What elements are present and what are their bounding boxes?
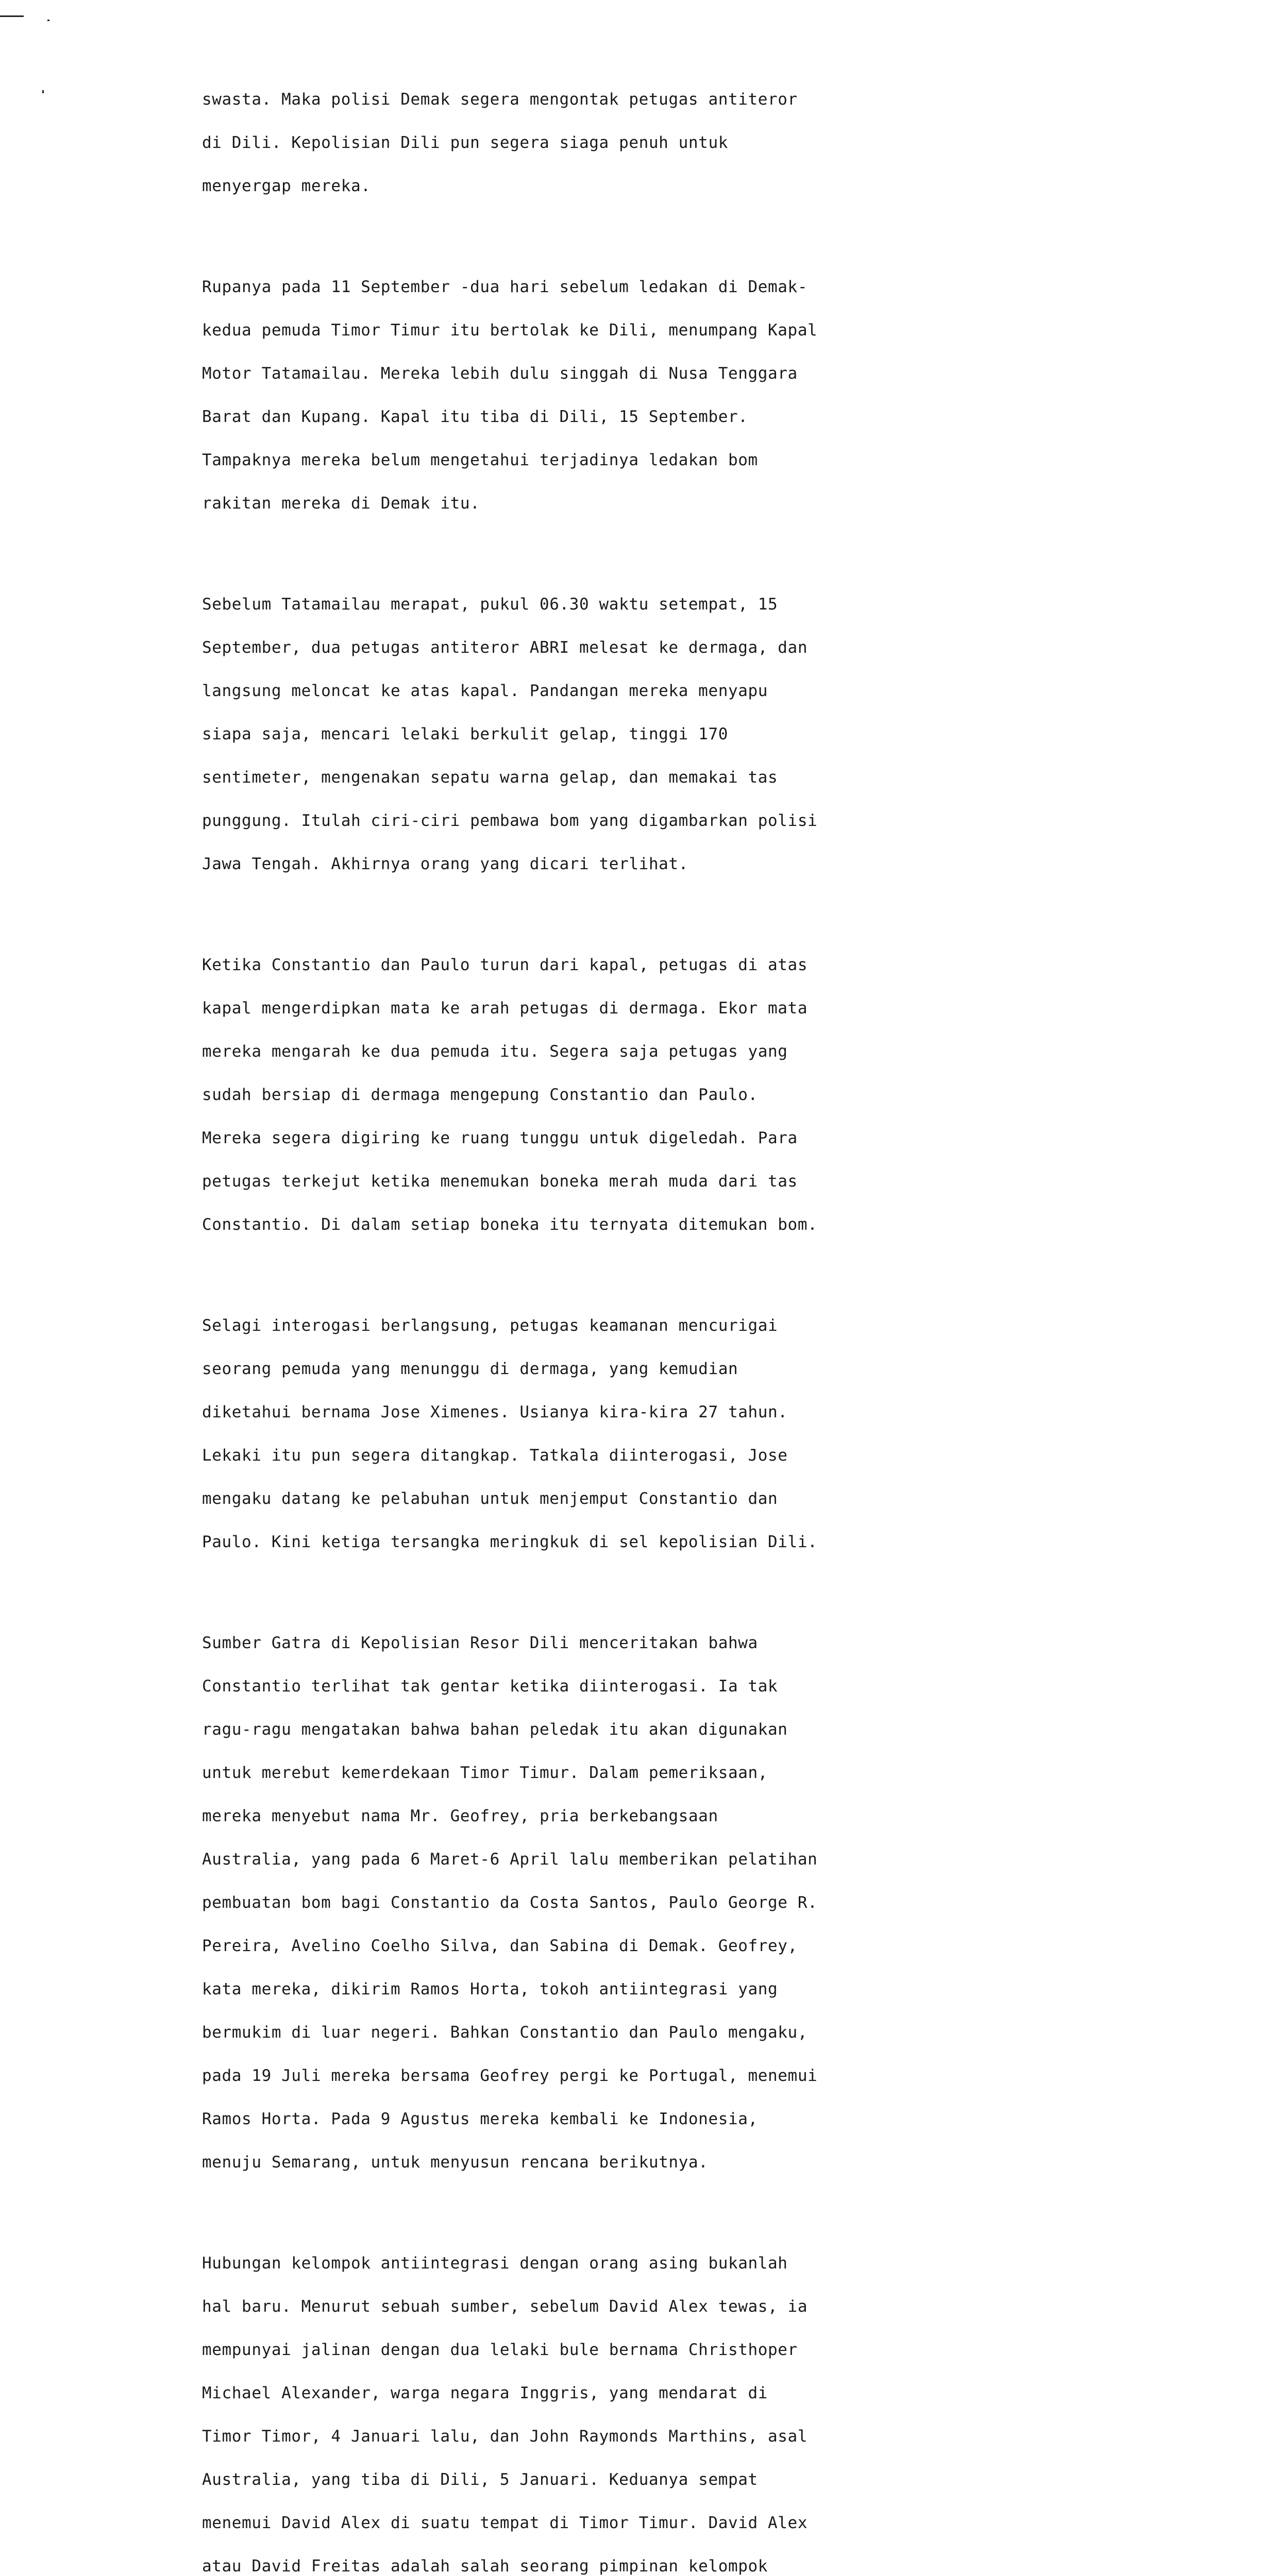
text-line: mempunyai jalinan dengan dua lelaki bule bernama Christhoper — [202, 2341, 798, 2359]
text-line: mengaku datang ke pelabuhan untuk menjemput Constantio dan — [202, 1489, 778, 1508]
text-line: seorang pemuda yang menunggu di dermaga, yang kemudian — [202, 1360, 738, 1378]
text-line: Tampaknya mereka belum mengetahui terjadinya ledakan bom — [202, 451, 758, 469]
text-line: pembuatan bom bagi Constantio da Costa Santos, Paulo George R. — [202, 1893, 818, 1912]
text-line: menuju Semarang, untuk menyusun rencana berikutnya. — [202, 2153, 709, 2172]
text-line: sudah bersiap di dermaga mengepung Constantio dan Paulo. — [202, 1086, 758, 1104]
paragraph — [202, 2231, 975, 2576]
paragraph — [202, 933, 975, 1257]
text-line: Sumber Gatra di Kepolisian Resor Dili menceritakan bahwa — [202, 1634, 758, 1652]
text-line: Australia, yang tiba di Dili, 5 Januari. Keduanya sempat — [202, 2470, 758, 2489]
text-line: siapa saja, mencari lelaki berkulit gelap, tinggi 170 — [202, 725, 728, 743]
text-line: Ketika Constantio dan Paulo turun dari kapal, petugas di atas — [202, 956, 808, 974]
text-line: untuk merebut kemerdekaan Timor Timur. Dalam pemeriksaan, — [202, 1764, 768, 1782]
paragraph — [202, 1611, 975, 2195]
text-line: diketahui bernama Jose Ximenes. Usianya kira-kira 27 tahun. — [202, 1403, 788, 1421]
scan-artifact-dot — [42, 90, 44, 93]
text-line: bermukim di luar negeri. Bahkan Constantio dan Paulo mengaku, — [202, 2023, 808, 2042]
text-line: langsung meloncat ke atas kapal. Pandangan mereka menyapu — [202, 682, 768, 700]
text-line: Mereka segera digiring ke ruang tunggu untuk digeledah. Para — [202, 1129, 798, 1147]
text-line: di Dili. Kepolisian Dili pun segera siaga penuh untuk — [202, 133, 728, 152]
text-line: kedua pemuda Timor Timur itu bertolak ke Dili, menumpang Kapal — [202, 321, 818, 340]
text-line: Motor Tatamailau. Mereka lebih dulu singgah di Nusa Tenggara — [202, 364, 798, 383]
text-line: Ramos Horta. Pada 9 Agustus mereka kembali ke Indonesia, — [202, 2110, 758, 2128]
text-line: pada 19 Juli mereka bersama Geofrey pergi ke Portugal, menemui — [202, 2066, 818, 2085]
text-line: Constantio. Di dalam setiap boneka itu ternyata ditemukan bom. — [202, 1215, 818, 1234]
text-line: Constantio terlihat tak gentar ketika diinterogasi. Ia tak — [202, 1677, 778, 1696]
text-line: Jawa Tengah. Akhirnya orang yang dicari terlihat. — [202, 855, 688, 873]
text-line: Sebelum Tatamailau merapat, pukul 06.30 waktu setempat, 15 — [202, 595, 778, 614]
text-line: mereka menyebut nama Mr. Geofrey, pria berkebangsaan — [202, 1807, 718, 1825]
text-line: swasta. Maka polisi Demak segera mengontak petugas antiteror — [202, 90, 798, 109]
paragraph — [202, 572, 975, 896]
text-line: Pereira, Avelino Coelho Silva, dan Sabina di Demak. Geofrey, — [202, 1937, 798, 1955]
text-line: Paulo. Kini ketiga tersangka meringkuk di sel kepolisian Dili. — [202, 1533, 818, 1551]
text-line: Australia, yang pada 6 Maret-6 April lalu memberikan pelatihan — [202, 1850, 818, 1869]
text-line: Hubungan kelompok antiintegrasi dengan orang asing bukanlah — [202, 2254, 788, 2273]
text-line: sentimeter, mengenakan sepatu warna gelap, dan memakai tas — [202, 768, 778, 787]
scan-artifact-mark — [0, 15, 24, 17]
text-line: kata mereka, dikirim Ramos Horta, tokoh antiintegrasi yang — [202, 1980, 778, 1998]
text-line: Rupanya pada 11 September -dua hari sebelum ledakan di Demak- — [202, 278, 808, 296]
paragraph — [202, 255, 975, 536]
text-line: Michael Alexander, warga negara Inggris, yang mendarat di — [202, 2384, 768, 2402]
text-line: mereka mengarah ke dua pemuda itu. Segera saja petugas yang — [202, 1042, 788, 1061]
text-line: Timor Timor, 4 Januari lalu, dan John Raymonds Marthins, asal — [202, 2427, 808, 2446]
text-line: Selagi interogasi berlangsung, petugas keamanan mencurigai — [202, 1316, 778, 1335]
text-line: rakitan mereka di Demak itu. — [202, 494, 480, 513]
paragraph — [202, 67, 975, 218]
text-line: kapal mengerdipkan mata ke arah petugas di dermaga. Ekor mata — [202, 999, 808, 1018]
text-line: punggung. Itulah ciri-ciri pembawa bom yang digambarkan polisi — [202, 811, 818, 830]
text-line: ragu-ragu mengatakan bahwa bahan peledak itu akan digunakan — [202, 1720, 788, 1739]
text-line: menemui David Alex di suatu tempat di Timor Timur. David Alex — [202, 2514, 808, 2532]
text-line: Barat dan Kupang. Kapal itu tiba di Dili, 15 September. — [202, 408, 748, 426]
scan-artifact-dot — [47, 20, 49, 21]
paragraph — [202, 1293, 975, 1574]
text-line: Lekaki itu pun segera ditangkap. Tatkala diinterogasi, Jose — [202, 1446, 788, 1465]
document-page — [202, 67, 975, 2576]
text-line: petugas terkejut ketika menemukan boneka merah muda dari tas — [202, 1172, 798, 1191]
text-line: atau David Freitas adalah salah seorang pimpinan kelompok — [202, 2557, 768, 2575]
text-line: September, dua petugas antiteror ABRI melesat ke dermaga, dan — [202, 638, 808, 657]
text-line: menyergap mereka. — [202, 177, 371, 195]
text-line: hal baru. Menurut sebuah sumber, sebelum David Alex tewas, ia — [202, 2297, 808, 2316]
